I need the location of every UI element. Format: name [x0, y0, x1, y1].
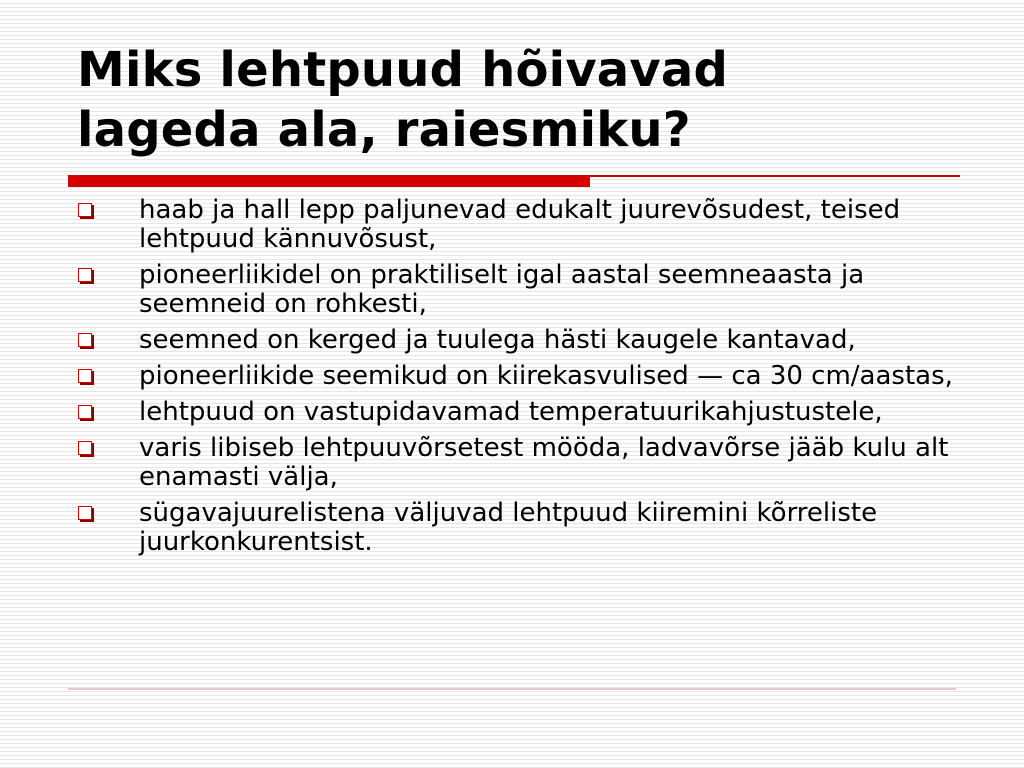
slide-title-line-2: lageda ala, raiesmiku?	[77, 102, 691, 158]
bullet-text: haab ja hall lepp paljunevad edukalt juurevõsudest, teised lehtpuud kännuvõsust,	[139, 195, 901, 254]
title-underline-thin	[590, 175, 960, 177]
hollow-square-icon	[78, 506, 92, 520]
bullet-item	[74, 434, 964, 492]
hollow-square-icon	[78, 405, 92, 419]
bullet-text: varis libiseb lehtpuuvõrsetest mööda, ladvavõrse jääb kulu alt enamasti välja,	[139, 433, 949, 492]
slide-title-line-1: Miks lehtpuud hõivavad	[77, 42, 729, 98]
bullet-text: lehtpuud on vastupidavamad temperatuurikahjustustele,	[139, 397, 883, 427]
bullet-list	[74, 196, 964, 564]
bullet-text: pioneerliikidel on praktiliselt igal aastal seemneaasta ja seemneid on rohkesti,	[139, 260, 865, 319]
bullet-text: pioneerliikide seemikud on kiirekasvulised — ca 30 cm/aastas,	[139, 361, 953, 391]
footer-divider	[68, 688, 956, 690]
slide-title	[77, 40, 957, 160]
bullet-item	[74, 326, 964, 355]
bullet-item	[74, 261, 964, 319]
bullet-item	[74, 398, 964, 427]
bullet-text: seemned on kerged ja tuulega hästi kaugele kantavad,	[139, 325, 856, 355]
hollow-square-icon	[78, 369, 92, 383]
bullet-item	[74, 499, 964, 557]
bullet-item	[74, 362, 964, 391]
bullet-item	[74, 196, 964, 254]
title-underline-thick	[68, 175, 590, 187]
hollow-square-icon	[78, 441, 92, 455]
hollow-square-icon	[78, 203, 92, 217]
bullet-text: sügavajuurelistena väljuvad lehtpuud kiiremini kõrreliste juurkonkurentsist.	[139, 498, 878, 557]
hollow-square-icon	[78, 333, 92, 347]
hollow-square-icon	[78, 268, 92, 282]
